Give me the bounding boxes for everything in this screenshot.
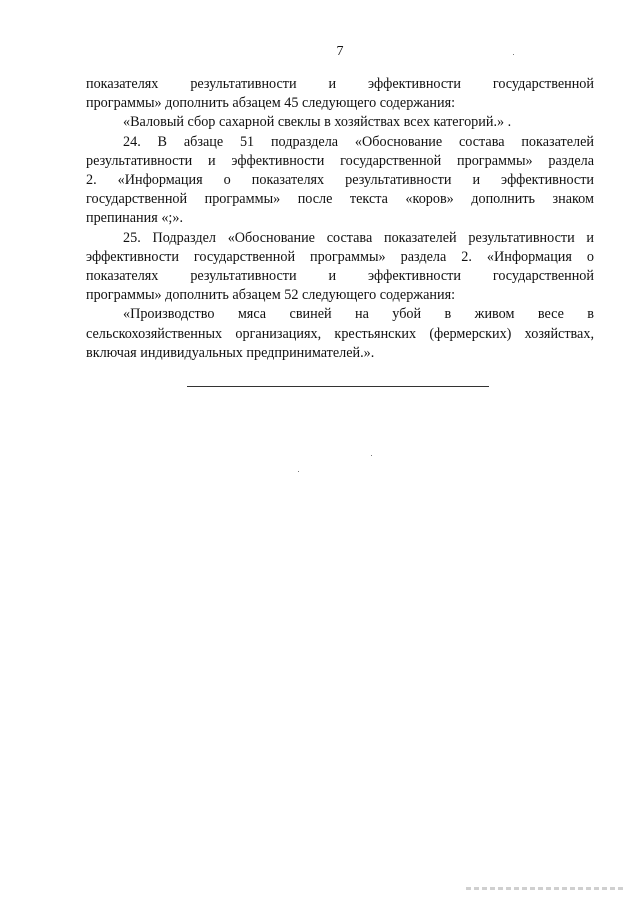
paragraph-line: включая индивидуальных предпринимателей.». bbox=[86, 344, 375, 361]
paragraph-line: программы» дополнить абзацем 52 следующего содержания: bbox=[86, 287, 456, 304]
paragraph-line: 24. В абзаце 51 подраздела «Обоснование состава показателей bbox=[123, 133, 594, 150]
paragraph-line: эффективности государственной программы» раздела 2. «Информация о bbox=[86, 248, 594, 265]
scan-artifact bbox=[466, 887, 626, 890]
paragraph-line: программы» дополнить абзацем 45 следующего содержания: bbox=[86, 95, 456, 112]
paragraph-line: «Производство мяса свиней на убой в живом весе в bbox=[123, 306, 594, 323]
paragraph-line: 2. «Информация о показателях результативности и эффективности bbox=[86, 172, 594, 189]
paragraph-line: 25. Подраздел «Обоснование состава показателей результативности и bbox=[123, 229, 594, 246]
paragraph-line: государственной программы» после текста «коров» дополнить знаком bbox=[86, 191, 594, 208]
page-number: 7 bbox=[336, 44, 344, 59]
scan-speck bbox=[298, 471, 299, 472]
paragraph-line: показателях результативности и эффективности государственной bbox=[86, 268, 594, 285]
document-body bbox=[86, 75, 594, 363]
paragraph-line: препинания «;». bbox=[86, 210, 183, 227]
scan-speck bbox=[371, 455, 372, 456]
scan-speck bbox=[513, 54, 514, 55]
paragraph-line: «Валовый сбор сахарной свеклы в хозяйствах всех категорий.» . bbox=[123, 114, 512, 131]
paragraph-line: сельскохозяйственных организациях, крестьянских (фермерских) хозяйствах, bbox=[86, 325, 594, 342]
end-divider-line bbox=[187, 386, 489, 387]
paragraph-line: показателях результативности и эффективности государственной bbox=[86, 76, 594, 92]
paragraph-line: результативности и эффективности государственной программы» раздела bbox=[86, 152, 594, 169]
